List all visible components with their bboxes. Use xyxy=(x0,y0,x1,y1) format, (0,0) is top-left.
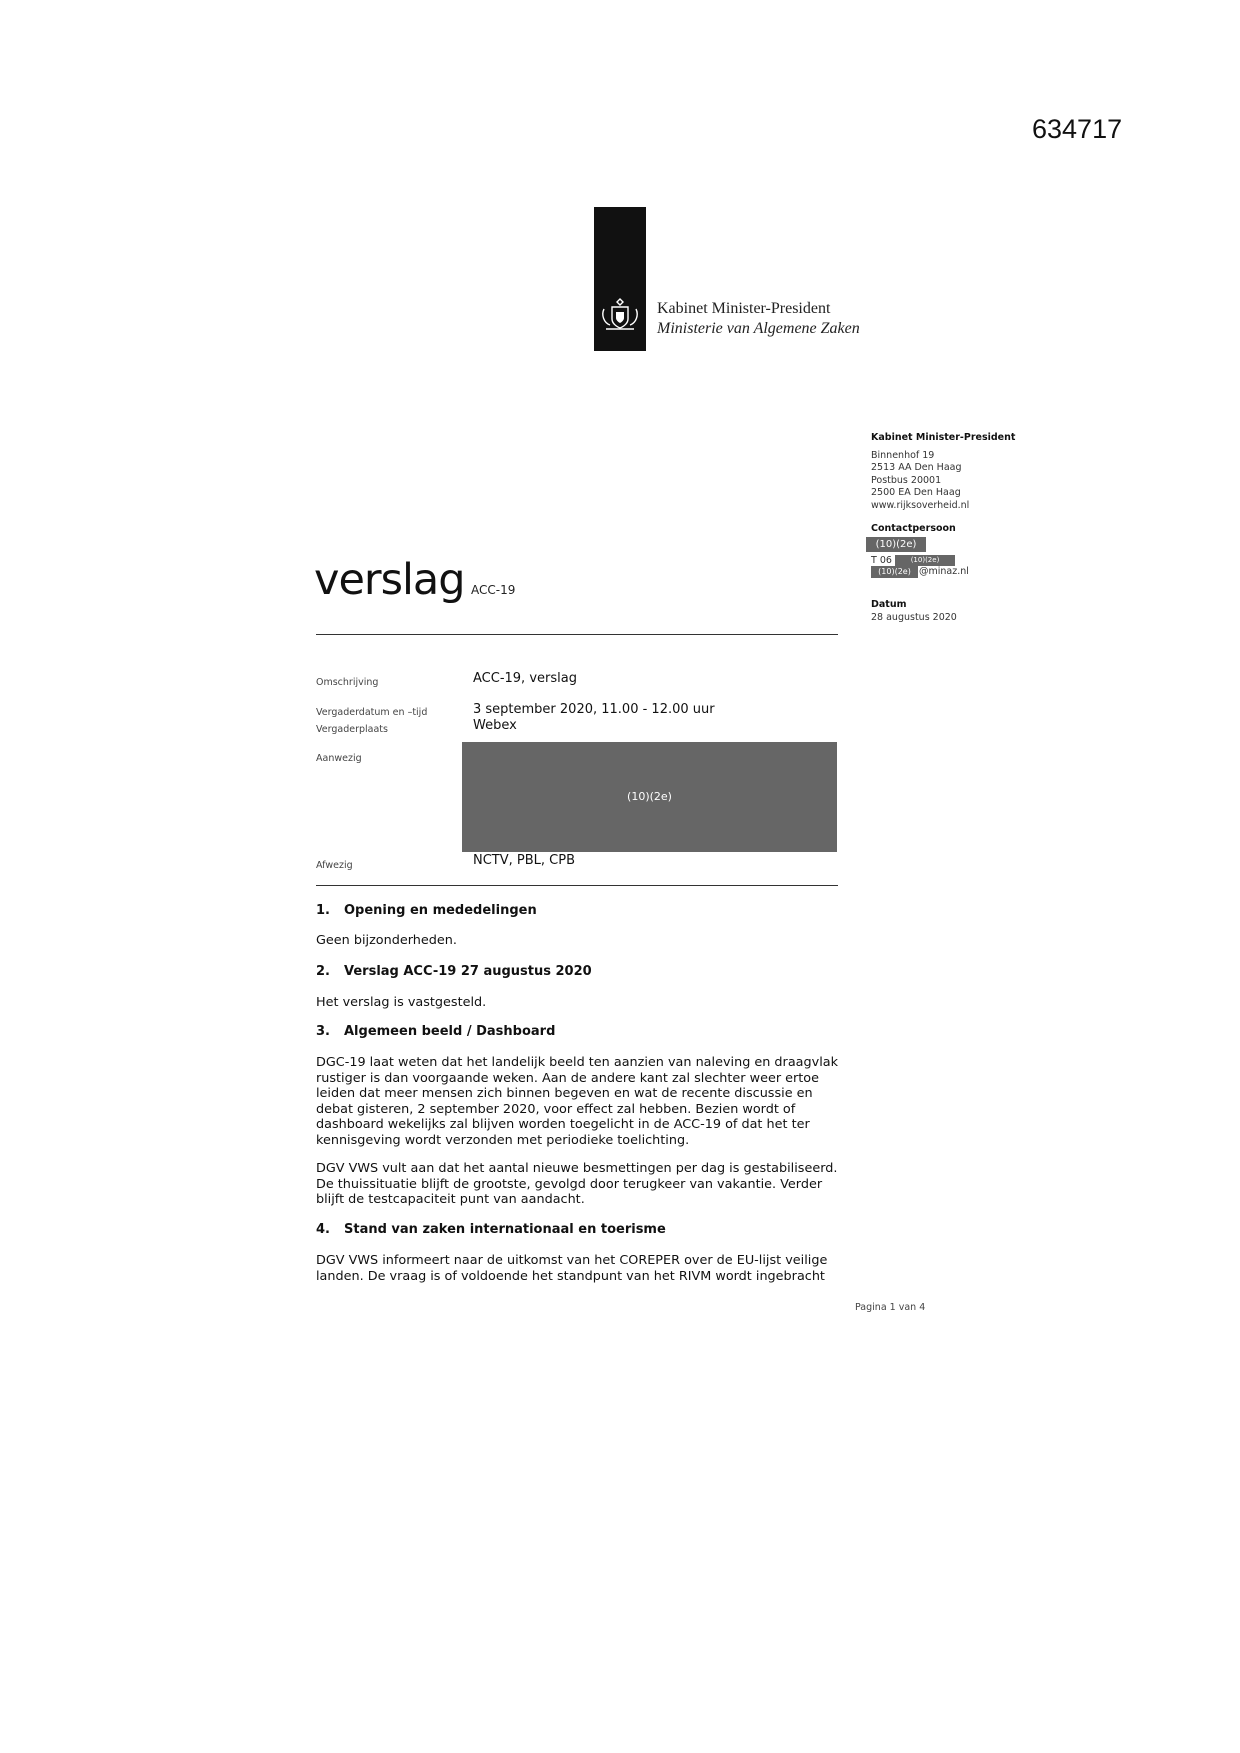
section-paragraph: Geen bijzonderheden. xyxy=(316,933,457,948)
aanwezig-label: Aanwezig xyxy=(316,753,362,764)
page-title: verslag xyxy=(314,555,465,605)
address-line: 2500 EA Den Haag xyxy=(871,487,961,498)
divider xyxy=(316,634,838,635)
plaats-label: Vergaderplaats xyxy=(316,724,388,735)
sidebar-org: Kabinet Minister-President xyxy=(871,432,1016,443)
datum-value: 3 september 2020, 11.00 - 12.00 uur xyxy=(473,702,715,717)
sidebar-address xyxy=(871,432,1015,512)
logo-text xyxy=(657,299,860,339)
rijksoverheid-logo xyxy=(594,207,646,351)
date-label: Datum xyxy=(871,599,907,610)
contact-name-redaction: (10)(2e) xyxy=(866,537,926,552)
address-website: www.rijksoverheid.nl xyxy=(871,499,970,511)
address-line: Binnenhof 19 xyxy=(871,449,935,461)
logo-line-2: Ministerie van Algemene Zaken xyxy=(657,320,860,337)
plaats-value: Webex xyxy=(473,718,517,733)
sidebar-contact-label: Contactpersoon xyxy=(871,523,956,534)
address-line: Postbus 20001 xyxy=(871,474,942,486)
email-redaction: (10)(2e) xyxy=(871,566,918,578)
section-heading: 3. Algemeen beeld / Dashboard xyxy=(316,1024,556,1039)
divider xyxy=(316,885,838,886)
section-paragraph: DGV VWS informeert naar de uitkomst van het COREPER over de EU-lijst veilige landen. De vraag is of voldoende het standpunt van het RIVM wordt ingebracht xyxy=(316,1253,828,1284)
contact-email-domain: @minaz.nl xyxy=(919,566,969,577)
section-paragraph: DGC-19 laat weten dat het landelijk beeld ten aanzien van naleving en draagvlak rustiger is dan voorgaande weken. Aan de andere kant zal slechter weer ertoe leiden dat meer mensen zich binnen begeven en wat de recente discussie en debat gisteren, 2 september 2020, voor effect zal hebben. Bezien wordt of dashboard wekelijks zal blijven worden toegelicht in de ACC-19 of dat het ter kennisgeving wordt verzonden met periodieke toelichting. xyxy=(316,1055,839,1148)
contact-phone: T 06 xyxy=(871,555,892,566)
section-heading: 1. Opening en mededelingen xyxy=(316,903,537,918)
logo-line-1: Kabinet Minister-President xyxy=(657,300,831,317)
phone-redaction: (10)(2e) xyxy=(895,555,955,566)
omschrijving-value: ACC-19, verslag xyxy=(473,671,577,686)
omschrijving-label: Omschrijving xyxy=(316,677,379,688)
afwezig-value: NCTV, PBL, CPB xyxy=(473,853,576,868)
section-paragraph: Het verslag is vastgesteld. xyxy=(316,995,487,1010)
afwezig-label: Afwezig xyxy=(316,860,353,871)
coat-of-arms-icon xyxy=(598,295,642,335)
page-subtitle: ACC-19 xyxy=(471,583,516,597)
page-number: Pagina 1 van 4 xyxy=(855,1302,926,1313)
aanwezig-redaction: (10)(2e) xyxy=(462,742,837,852)
sidebar-date xyxy=(871,599,957,624)
section-heading: 2. Verslag ACC-19 27 augustus 2020 xyxy=(316,964,592,979)
document-number: 634717 xyxy=(1032,114,1123,144)
section-paragraph: DGV VWS vult aan dat het aantal nieuwe besmettingen per dag is gestabiliseerd. De thuissituatie blijft de grootste, gevolgd door terugkeer van vakantie. Verder blijft de testcapaciteit punt van aandacht. xyxy=(316,1161,838,1207)
section-heading: 4. Stand van zaken internationaal en toerisme xyxy=(316,1222,666,1237)
address-line: 2513 AA Den Haag xyxy=(871,462,962,473)
date-value: 28 augustus 2020 xyxy=(871,611,957,623)
datum-label: Vergaderdatum en –tijd xyxy=(316,707,428,718)
